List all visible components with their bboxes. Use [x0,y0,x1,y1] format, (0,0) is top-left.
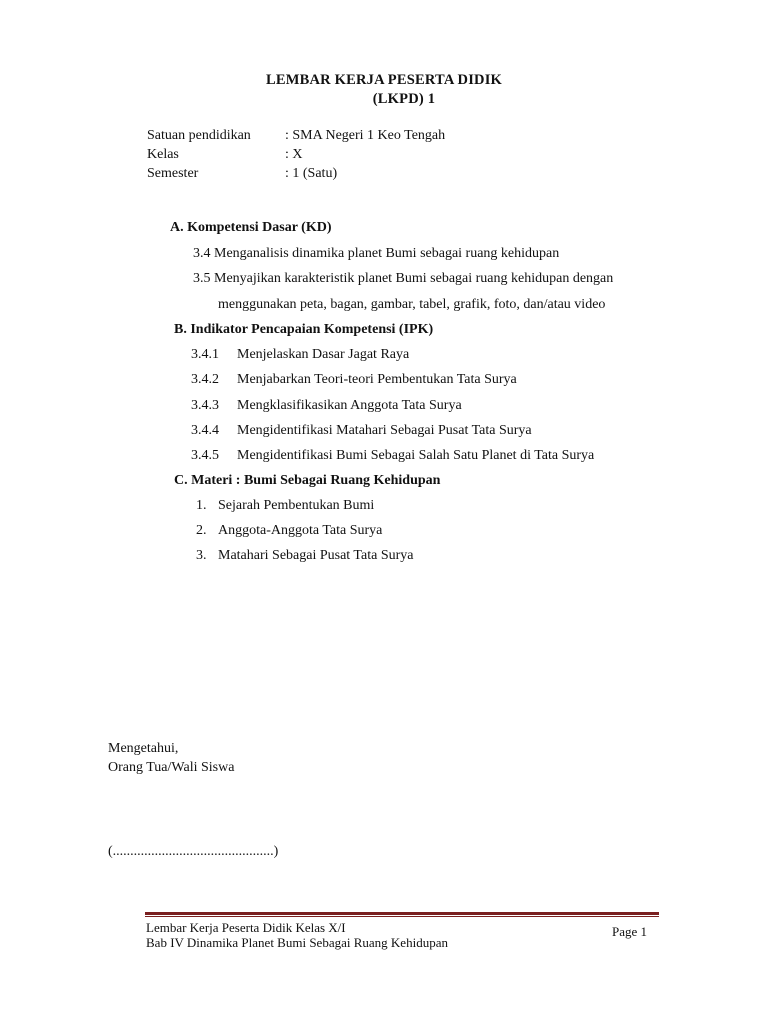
ipk-num: 3.4.4 [191,423,219,438]
signature-blank-line: (..............................................) [108,844,279,859]
kd-item-3-5: 3.5 Menyajikan karakteristik planet Bumi sebagai ruang kehidupan dengan [193,271,614,286]
ipk-num: 3.4.1 [191,347,219,362]
materi-text: Matahari Sebagai Pusat Tata Surya [218,548,414,563]
footer-line-2: Bab IV Dinamika Planet Bumi Sebagai Ruang Kehidupan [146,935,448,950]
footer-rule-thin [145,916,659,917]
ipk-num: 3.4.5 [191,448,219,463]
identity-value-satuan: : SMA Negeri 1 Keo Tengah [285,128,446,143]
ipk-text: Mengidentifikasi Bumi Sebagai Salah Satu Planet di Tata Surya [237,448,595,463]
kd-item-3-5-cont: menggunakan peta, bagan, gambar, tabel, grafik, foto, dan/atau video [218,297,606,312]
section-b-heading: B. Indikator Pencapaian Kompetensi (IPK) [174,322,434,337]
document-subtitle: (LKPD) 1 [372,91,436,107]
ipk-num: 3.4.3 [191,398,219,413]
materi-text: Sejarah Pembentukan Bumi [218,498,375,513]
identity-label-semester: Semester [147,166,199,181]
ipk-text: Menjabarkan Teori-teori Pembentukan Tata Surya [237,372,517,387]
materi-num: 3. [196,548,207,563]
identity-value-semester: : 1 (Satu) [285,166,338,181]
document-title: LEMBAR KERJA PESERTA DIDIK [265,72,503,88]
footer-line-1: Lembar Kerja Peserta Didik Kelas X/I [146,920,346,935]
identity-label-satuan: Satuan pendidikan [147,128,251,143]
materi-text: Anggota-Anggota Tata Surya [218,523,383,538]
identity-label-kelas: Kelas [147,147,179,162]
signature-label: Mengetahui, [108,741,179,756]
ipk-text: Mengklasifikasikan Anggota Tata Surya [237,398,462,413]
materi-num: 2. [196,523,207,538]
materi-num: 1. [196,498,207,513]
page-number: Page 1 [612,924,648,939]
footer-rule-thick [145,912,659,915]
section-a-heading: A. Kompetensi Dasar (KD) [170,220,332,235]
identity-value-kelas: : X [285,147,303,162]
ipk-num: 3.4.2 [191,372,219,387]
ipk-text: Menjelaskan Dasar Jagat Raya [237,347,410,362]
kd-item-3-4: 3.4 Menganalisis dinamika planet Bumi sebagai ruang kehidupan [193,246,560,261]
signature-role: Orang Tua/Wali Siswa [108,760,235,775]
ipk-text: Mengidentifikasi Matahari Sebagai Pusat Tata Surya [237,423,532,438]
section-c-heading: C. Materi : Bumi Sebagai Ruang Kehidupan [174,473,441,488]
